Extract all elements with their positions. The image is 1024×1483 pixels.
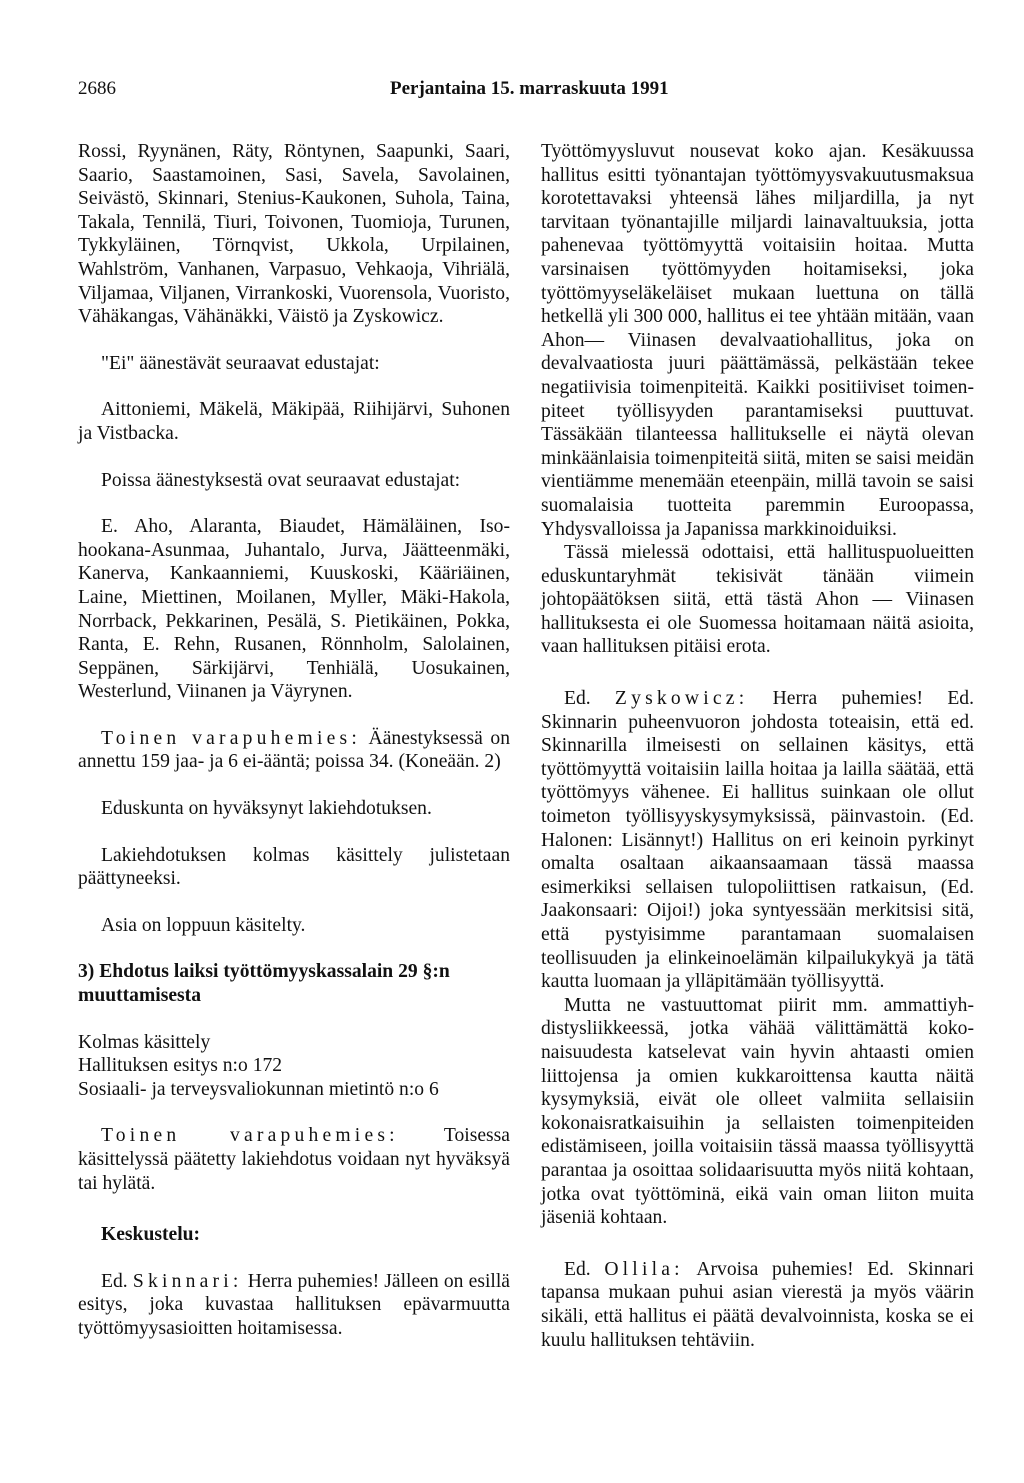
reading-label: Kolmas käsittely xyxy=(78,1031,211,1053)
speech-text: Arvoisa puhemies! Ed. Skinnari tapansa mukaan puhui asian vierestä ja myös väärin sikäli, että hallitus ei päätä devalvoinnista, koska se ei kuulu hallituksen tehtäviin. xyxy=(541,1258,974,1351)
page-number: 2686 xyxy=(78,78,116,99)
declared-statement: Lakiehdotuksen kolmas käsittely julistetaan päättyneeksi. xyxy=(78,844,510,890)
no-voters-list: Aittoniemi, Mäkelä, Mäkipää, Riihijärvi, Suhonen ja Vistbacka. xyxy=(78,399,510,444)
speaker-name: Skinnari: xyxy=(132,1270,243,1292)
speech-prefix: Ed. xyxy=(101,1270,133,1292)
left-column xyxy=(78,140,510,1341)
absent-heading: Poissa äänestyksestä ovat seuraavat edustajat: xyxy=(101,469,461,491)
agenda-item-details xyxy=(78,1031,510,1102)
speaker-name: Toinen varapuhemies: xyxy=(101,727,361,749)
speaker-name: Zyskowicz: xyxy=(614,688,749,710)
speech-text: Herra puhemies! Ed. Skinnarin puheenvuoron johdosta toteaisin, että ed. Skinnarilla ilmeisesti on sellainen käsitys, että työttömyyttä voitaisiin lailla hoitaa ja lailla säätää, että työttömyys vähenee. Ei hallitus suinkaan ole ollut toimeton työllisyyskysymyksissä, päinvastoin. (Ed. Halonen: Lisännyt!) Hallitus on eri keinoin pyrkinyt omalta osaltaan aikaansaamaan tässä maassa esimerkiksi sellaisen tulopoliittisen ratkaisun, (Ed. Jaakonsaari: Oijoi!) joka syntyessään merkitsisi sitä, että pystyisimme parantamaan suomalaisen teollisuuden ja elinkeinoelämän kilpailukykyä ja tätä kautta luomaan ja ylläpitämään työllisyyttä. xyxy=(541,688,974,993)
speaker-name: Ollila: xyxy=(604,1258,684,1280)
right-column xyxy=(541,140,974,1352)
skinnari-speech-continued: Työttömyysluvut nousevat koko ajan. Kesäkuussa hallitus esitti työnantajan työttömyysvakuutusmaksua korotettavaksi yhteensä lähes miljardilla, ja nyt tarvitaan työnantajille miljardi lainavaltuuksia, jotta pahenevaa työttömyyttä voitaisiin hoitaa. Mutta varsinaisen työttömyyden hoitamiseksi, joka työttömyyseläkeläiset mukaan luettuna on tällä hetkellä yli 300 000, hallitus ei tee yhtään mitään, vaan Ahon— Viinasen devalvaatiohallitus, joka on devalvaatiosta juuri päättämässä, pelkästään tekee negatiivisia toimenpiteitä. Kaikki positiiviset toimenpiteet työllisyyden parantamiseksi puuttuvat. Tässäkään tilanteessa hallitukselle ei näytä olevan minkäänlaisia toimenpiteitä siitä, miten se saisi meidän vientiämme menemään eteenpäin, millä tavoin se saisi suomalaisia tuotteita paremmin Euroopassa, Yhdysvalloissa ja Japanissa markkinoiduiksi. xyxy=(541,141,974,540)
skinnari-speech xyxy=(78,1270,510,1341)
speech-prefix: Ed. xyxy=(564,688,615,710)
speech-text: Herra puhemies! Jälleen on esillä esitys, joka kuvastaa hallituksen epävarmuutta työttömyysasioitten hoitamisessa. xyxy=(78,1270,511,1339)
agenda-item-heading: 3) Ehdotus laiksi työttömyyskassalain 29 §:n muuttamisesta xyxy=(78,961,450,1007)
speaker-statement-2 xyxy=(78,1124,510,1195)
discussion-heading: Keskustelu: xyxy=(101,1224,201,1246)
speech-prefix: Ed. xyxy=(564,1258,605,1280)
zyskowicz-speech-continued: Mutta ne vastuuttomat piirit mm. ammattiyhdistysliikkeessä, jotka vähää välittämättä kokonaisuudesta katselevat vain hyvin ahtaasti omien liittojensa ja omien kukkaroittensa kautta näitä kysymyksiä, eivät ole olleet valmiita sellaisiin kokonaisratkaisuihin ja sellaisten toimenpiteiden edistämiseen, joilla voitaisiin tässä maassa työllisyyttä parantaa ja osoittaa solidaarisuutta myös niitä kohtaan, jotka ovat työttöminä, eikä vain oman liiton muita jäseniä kohtaan. xyxy=(541,994,974,1229)
accepted-statement: Eduskunta on hyväksynyt lakiehdotuksen. xyxy=(101,798,432,820)
running-head: Perjantaina 15. marraskuuta 1991 xyxy=(390,78,669,99)
absent-list: E. Aho, Alaranta, Biaudet, Hämäläinen, Isohookana-Asunmaa, Juhantalo, Jurva, Jäätteenmäki, Kanerva, Kankaanniemi, Kuuskoski, Kääriäinen, Laine, Miettinen, Moilanen, Myller, Mäki-Hakola, Norrback, Pekkarinen, Pesälä, S. Pietikäinen, Pokka, Ranta, E. Rehn, Rusanen, Rönnholm, Salolainen, Seppänen, Särkijärvi, Tenhiälä, Uosukainen, Westerlund, Viinanen ja Väyrynen. xyxy=(78,516,510,703)
speaker-text: Äänestyksessä on annettu 159 jaa- ja 6 ei-ääntä; poissa 34. (Koneään. 2) xyxy=(78,727,510,773)
handled-statement: Asia on loppuun käsitelty. xyxy=(101,914,306,936)
skinnari-speech-conclusion: Tässä mielessä odottaisi, että hallituspuolueitten eduskuntaryhmät tekisivät tänään viimein johtopäätöksen siitä, että tästä Ahon — Viinasen hallituksesta ei ole Suomessa hoitamaan näitä asioita, vaan hallituksen pitäisi erota. xyxy=(541,542,974,658)
speaker-text: Toisessa käsittelyssä päätetty lakiehdotus voidaan nyt hyväksyä tai hylätä. xyxy=(78,1125,510,1194)
page-header xyxy=(78,78,958,108)
ollila-speech xyxy=(541,1258,974,1352)
yes-voters-list: Rossi, Ryynänen, Räty, Röntynen, Saapunki, Saari, Saario, Saastamoinen, Sasi, Savela, Savolainen, Seivästö, Skinnari, Stenius-Kaukonen, Suhola, Taina, Takala, Tennilä, Tiuri, Toivonen, Tuomioja, Turunen, Tykkyläinen, Törnqvist, Ukkola, Urpilainen, Wahlström, Vanhanen, Varpasuo, Vehkaoja, Vihriälä, Viljamaa, Viljanen, Virrankoski, Vuorensola, Vuoristo, Vähäkangas, Vähänäkki, Väistö ja Zyskowicz. xyxy=(78,141,510,328)
committee-report: Sosiaali- ja terveysvaliokunnan mietintö n:o 6 xyxy=(78,1078,439,1100)
speaker-name: Toinen varapuhemies: xyxy=(101,1125,399,1147)
no-voters-heading: "Ei" äänestävät seuraavat edustajat: xyxy=(101,352,380,374)
zyskowicz-speech xyxy=(541,687,974,994)
government-proposal: Hallituksen esitys n:o 172 xyxy=(78,1055,283,1077)
speaker-statement-1 xyxy=(78,727,510,774)
